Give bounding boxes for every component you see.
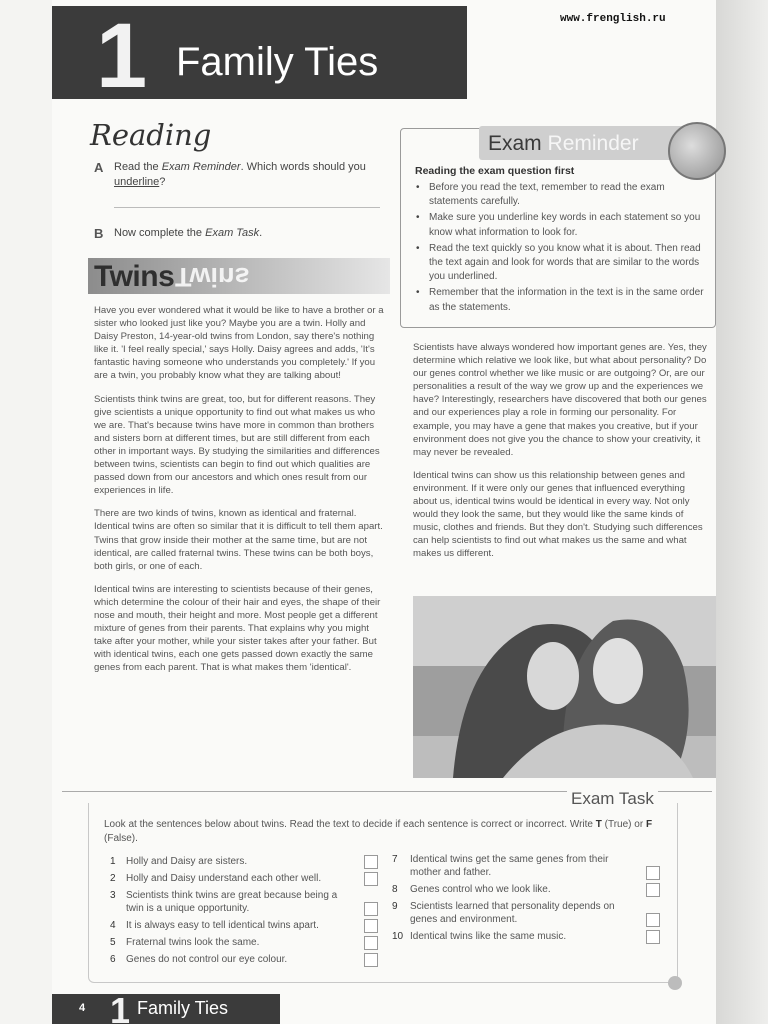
- answer-box[interactable]: [364, 936, 378, 950]
- question-b-letter: B: [94, 226, 104, 241]
- statement-number: 8: [392, 884, 398, 895]
- footer-chapter-title: Family Ties: [137, 998, 229, 1018]
- statements-right: [392, 853, 662, 947]
- statement-text: Genes control who we look like.: [410, 884, 551, 895]
- statement-number: 1: [110, 856, 116, 867]
- answer-box[interactable]: [364, 855, 378, 869]
- chapter-title: Family Ties: [176, 40, 379, 84]
- statement-text: Scientists learned that personality depends on genes and environment.: [410, 901, 615, 925]
- exam-reminder-bullet: • Before you read the text, remember to read the exam statements carefully.: [415, 181, 705, 209]
- answer-box[interactable]: [646, 930, 660, 944]
- statement-number: 2: [110, 873, 116, 884]
- answer-box[interactable]: [364, 872, 378, 886]
- statement-text: Fraternal twins look the same.: [126, 937, 260, 948]
- article-paragraph: Identical twins can show us this relationship between genes and environment. If it were only our genes that influenced everything about us, identical twins would be identical in every way. Not only would they look the same, but they would like the same kinds of music, clothes and friends. But they don't. Studying such differences can help scientists to find out what makes us the same and what makes us different.: [413, 469, 703, 560]
- statement-item: [392, 930, 662, 943]
- article-paragraph: Scientists think twins are great, too, but for different reasons. They give scientists a unique opportunity to find out what makes us who we are. That's because twins have more in common than brothers and sisters born at different times, but are still different from each other in important ways. By studying the similarities and differences between twins, scientists can begin to find out which qualities are passed down from our ancestors and which ones result from our experiences in life.: [94, 393, 380, 497]
- answer-box[interactable]: [646, 866, 660, 880]
- answer-line: [114, 207, 380, 208]
- answer-box[interactable]: [364, 902, 378, 916]
- exam-reminder-bullet: • Remember that the information in the text is in the same order as the statements.: [415, 286, 705, 314]
- answer-box[interactable]: [364, 953, 378, 967]
- question-b-text: Now complete the Exam Task.: [114, 227, 263, 239]
- footer-chapter-number: 1: [110, 990, 131, 1024]
- exam-reminder-bullet: • Read the text quickly so you know what it is about. Then read the text again and look for words that are similar to the words you underlined.: [415, 242, 705, 285]
- statement-number: 3: [110, 890, 116, 901]
- article-title-reflection: Twins: [175, 262, 250, 292]
- article-paragraph: Identical twins are interesting to scientists because of their genes, which determine the colour of their hair and eyes, the shape of their nose and mouth, their height and more. Most people get a different mixture of genes from their parents. That explains why you might take after your mother, while your sister takes after your father. But with identical twins, each one gets passed down exactly the same genes from each parent. That is what makes them 'identical'.: [94, 583, 381, 674]
- question-b: [94, 226, 394, 241]
- statement-number: 7: [392, 854, 398, 865]
- exam-task-knob-icon: [668, 976, 682, 990]
- exam-reminder-disc-icon: [668, 122, 726, 180]
- question-a-text: Read the Exam Reminder. Which words should you underline?: [114, 161, 366, 188]
- statement-text: Identical twins like the same music.: [410, 931, 567, 942]
- statement-text: Identical twins get the same genes from their mother and father.: [410, 854, 609, 878]
- statement-text: Holly and Daisy are sisters.: [126, 856, 248, 867]
- statement-item: [110, 855, 380, 868]
- statement-item: [110, 872, 380, 885]
- article-paragraph: Have you ever wondered what it would be like to have a brother or a sister who looked just like you? Maybe you are a twin. Holly and Daisy Preston, 14-year-old twins from London, say there's nothing like it. 'I feel really special,' says Holly. Daisy agrees and adds, 'It's fantastic having someone who understands you completely.' If you are a twin, you probably know what they are talking about!: [94, 305, 384, 382]
- statements-left: [110, 855, 380, 970]
- statement-item: [110, 936, 380, 949]
- article-title: Twins: [94, 260, 175, 293]
- article-paragraph: There are two kinds of twins, known as identical and fraternal. Identical twins are often so similar that it is difficult to tell them apart. Twins that grow inside their mother at the same time, but are not identical, are called fraternal twins. These twins can be both boys, both girls, or one of each.: [94, 508, 383, 572]
- statement-number: 9: [392, 901, 398, 912]
- exam-reminder-list: [415, 181, 705, 317]
- exam-task-instructions: Look at the sentences below about twins. Read the text to decide if each sentence is correct or incorrect. Write T (True) or F (False).: [104, 819, 653, 844]
- chapter-number: 1: [96, 5, 148, 107]
- twins-photo: [413, 596, 716, 778]
- statement-number: 6: [110, 954, 116, 965]
- answer-box[interactable]: [646, 883, 660, 897]
- statement-text: Scientists think twins are great because being a twin is a unique opportunity.: [126, 890, 338, 914]
- statement-number: 4: [110, 920, 116, 931]
- exam-task-title: Exam Task: [567, 788, 658, 810]
- question-a-letter: A: [94, 160, 104, 175]
- statement-item: [392, 853, 662, 879]
- statement-text: Genes do not control our eye colour.: [126, 954, 288, 965]
- statement-item: [110, 953, 380, 966]
- site-url: www.frenglish.ru: [560, 13, 666, 25]
- statement-item: [110, 919, 380, 932]
- reading-heading: Reading: [90, 118, 212, 152]
- statement-text: Holly and Daisy understand each other well.: [126, 873, 322, 884]
- statement-item: [392, 900, 662, 926]
- question-a: [94, 160, 394, 190]
- statement-text: It is always easy to tell identical twins apart.: [126, 920, 319, 931]
- page-number: 4: [79, 1002, 86, 1014]
- article-left-column: [94, 304, 384, 684]
- article-paragraph: Scientists have always wondered how important genes are. Yes, they determine which relative we look like, but what about personality? Do our genes control whether we like music or are outgoing? Or, are our personalities a result of the way we grow up and the experiences we have? Interestingly, researchers have discovered that both our genes and our experiences play a role in forming our personality. For example, you may have a gene that makes you creative, but if your environment does not give you the chance to show your creativity, it may never be revealed.: [413, 342, 707, 458]
- answer-box[interactable]: [364, 919, 378, 933]
- exam-reminder-title: Exam Reminder: [488, 132, 639, 155]
- statement-item: [110, 889, 380, 915]
- answer-box[interactable]: [646, 913, 660, 927]
- twins-photo-illustration: [413, 596, 716, 778]
- exam-reminder-heading: Reading the exam question first: [415, 165, 575, 177]
- statement-item: [392, 883, 662, 896]
- statement-number: 10: [392, 931, 404, 942]
- statement-number: 5: [110, 937, 116, 948]
- article-right-column: [413, 341, 711, 571]
- exam-reminder-bullet: • Make sure you underline key words in each statement so you know what information to look for.: [415, 211, 705, 239]
